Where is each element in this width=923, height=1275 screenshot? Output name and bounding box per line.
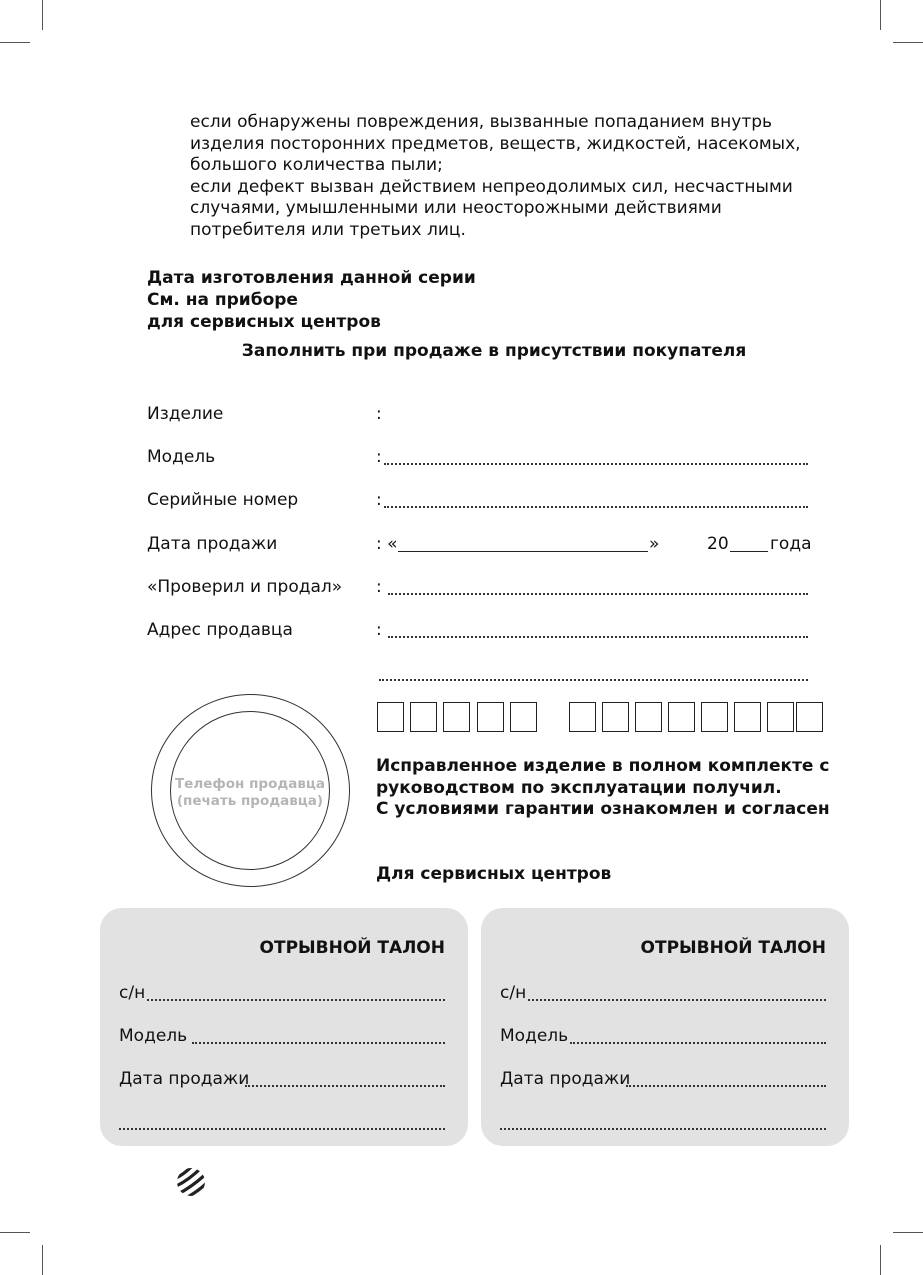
crop-mark (893, 1232, 923, 1233)
manufacture-date-hint: См. на приборе (147, 289, 298, 310)
year-prefix: 20 (707, 534, 729, 554)
coupon-model-label: Модель (500, 1026, 569, 1046)
code-box[interactable] (410, 702, 437, 732)
code-box[interactable] (377, 702, 404, 732)
coupon-extra-field[interactable] (500, 1128, 826, 1130)
acceptance-line: С условиями гарантии ознакомлен и согласен (376, 799, 830, 820)
seller-address-field-line2[interactable] (379, 679, 808, 681)
brand-logo-icon (176, 1167, 206, 1197)
stamp-phone-label: Телефон продавца (174, 776, 326, 792)
model-label: Модель (147, 447, 216, 467)
checked-sold-field[interactable] (388, 593, 808, 595)
coupon-sale-date-label: Дата продажи (119, 1069, 250, 1089)
sale-date-close-quote: » (649, 534, 660, 554)
serial-label: Серийные номер (147, 490, 299, 510)
crop-mark (42, 0, 43, 30)
coupon-title: ОТРЫВНОЙ ТАЛОН (259, 938, 445, 958)
code-box[interactable] (635, 702, 662, 732)
coupon-model-field[interactable] (570, 1042, 826, 1044)
crop-mark (880, 1245, 881, 1275)
code-box[interactable] (796, 702, 823, 732)
coupon-sale-date-field[interactable] (245, 1085, 445, 1087)
crop-mark (42, 1245, 43, 1275)
code-box[interactable] (767, 702, 794, 732)
coupon-title: ОТРЫВНОЙ ТАЛОН (640, 938, 826, 958)
coupon-serial-label: с/н (119, 983, 146, 1003)
coupon-sale-date-label: Дата продажи (500, 1069, 631, 1089)
model-colon: : (376, 447, 382, 467)
manufacture-date-note: для сервисных центров (147, 311, 381, 332)
crop-mark (0, 42, 30, 43)
seller-address-colon: : (376, 620, 382, 640)
seller-address-field[interactable] (388, 636, 808, 638)
coupon-serial-field[interactable] (528, 999, 826, 1001)
coupon-extra-field[interactable] (119, 1128, 445, 1130)
tear-off-coupon (481, 908, 849, 1146)
acceptance-line: руководством по эксплуатации получил. (376, 777, 782, 798)
stamp-seal-label: (печать продавца) (176, 793, 324, 809)
coupon-sale-date-field[interactable] (626, 1085, 826, 1087)
manufacture-date-block (147, 268, 476, 333)
exclusion-paragraph: если обнаружены повреждения, вызванные попаданием внутрь изделия посторонних предметов, веществ, жидкостей, насекомых, большого количества пыли; (190, 112, 801, 176)
code-box[interactable] (477, 702, 504, 732)
tear-off-coupon (100, 908, 468, 1146)
acceptance-statement (376, 756, 830, 821)
product-label: Изделие (147, 404, 224, 424)
code-box[interactable] (701, 702, 728, 732)
checked-sold-colon: : (376, 577, 382, 597)
coupon-serial-label: с/н (500, 983, 527, 1003)
crop-mark (893, 42, 923, 43)
sale-date-open-quote: : « (376, 534, 398, 554)
coupon-model-label: Модель (119, 1026, 188, 1046)
model-field[interactable] (384, 463, 808, 465)
year-field[interactable] (730, 551, 768, 552)
exclusion-paragraph: если дефект вызван действием непреодолимых сил, несчастными случаями, умышленными или неосторожными действиями потребителя или третьих лиц. (190, 176, 793, 240)
checked-sold-label: «Проверил и продал» (147, 577, 343, 597)
acceptance-line: Исправленное изделие в полном комплекте с (376, 756, 830, 776)
code-box[interactable] (569, 702, 596, 732)
year-suffix: года (770, 534, 812, 554)
seller-stamp-text (170, 776, 330, 810)
code-box[interactable] (443, 702, 470, 732)
coupon-serial-field[interactable] (147, 999, 445, 1001)
service-centers-title: Для сервисных центров (376, 864, 612, 884)
serial-colon: : (376, 490, 382, 510)
crop-mark (880, 0, 881, 30)
code-box[interactable] (602, 702, 629, 732)
code-box[interactable] (668, 702, 695, 732)
code-box[interactable] (734, 702, 761, 732)
manufacture-date-title: Дата изготовления данной серии (147, 268, 476, 288)
seller-address-label: Адрес продавца (147, 620, 293, 640)
product-colon: : (376, 404, 382, 424)
sale-date-label: Дата продажи (147, 534, 278, 554)
sale-date-field[interactable] (398, 551, 648, 552)
fill-instruction-title: Заполнить при продаже в присутствии покупателя (241, 341, 747, 361)
crop-mark (0, 1232, 30, 1233)
code-box[interactable] (510, 702, 537, 732)
warranty-exclusions (190, 112, 830, 242)
coupon-model-field[interactable] (192, 1042, 445, 1044)
serial-field[interactable] (384, 506, 808, 508)
